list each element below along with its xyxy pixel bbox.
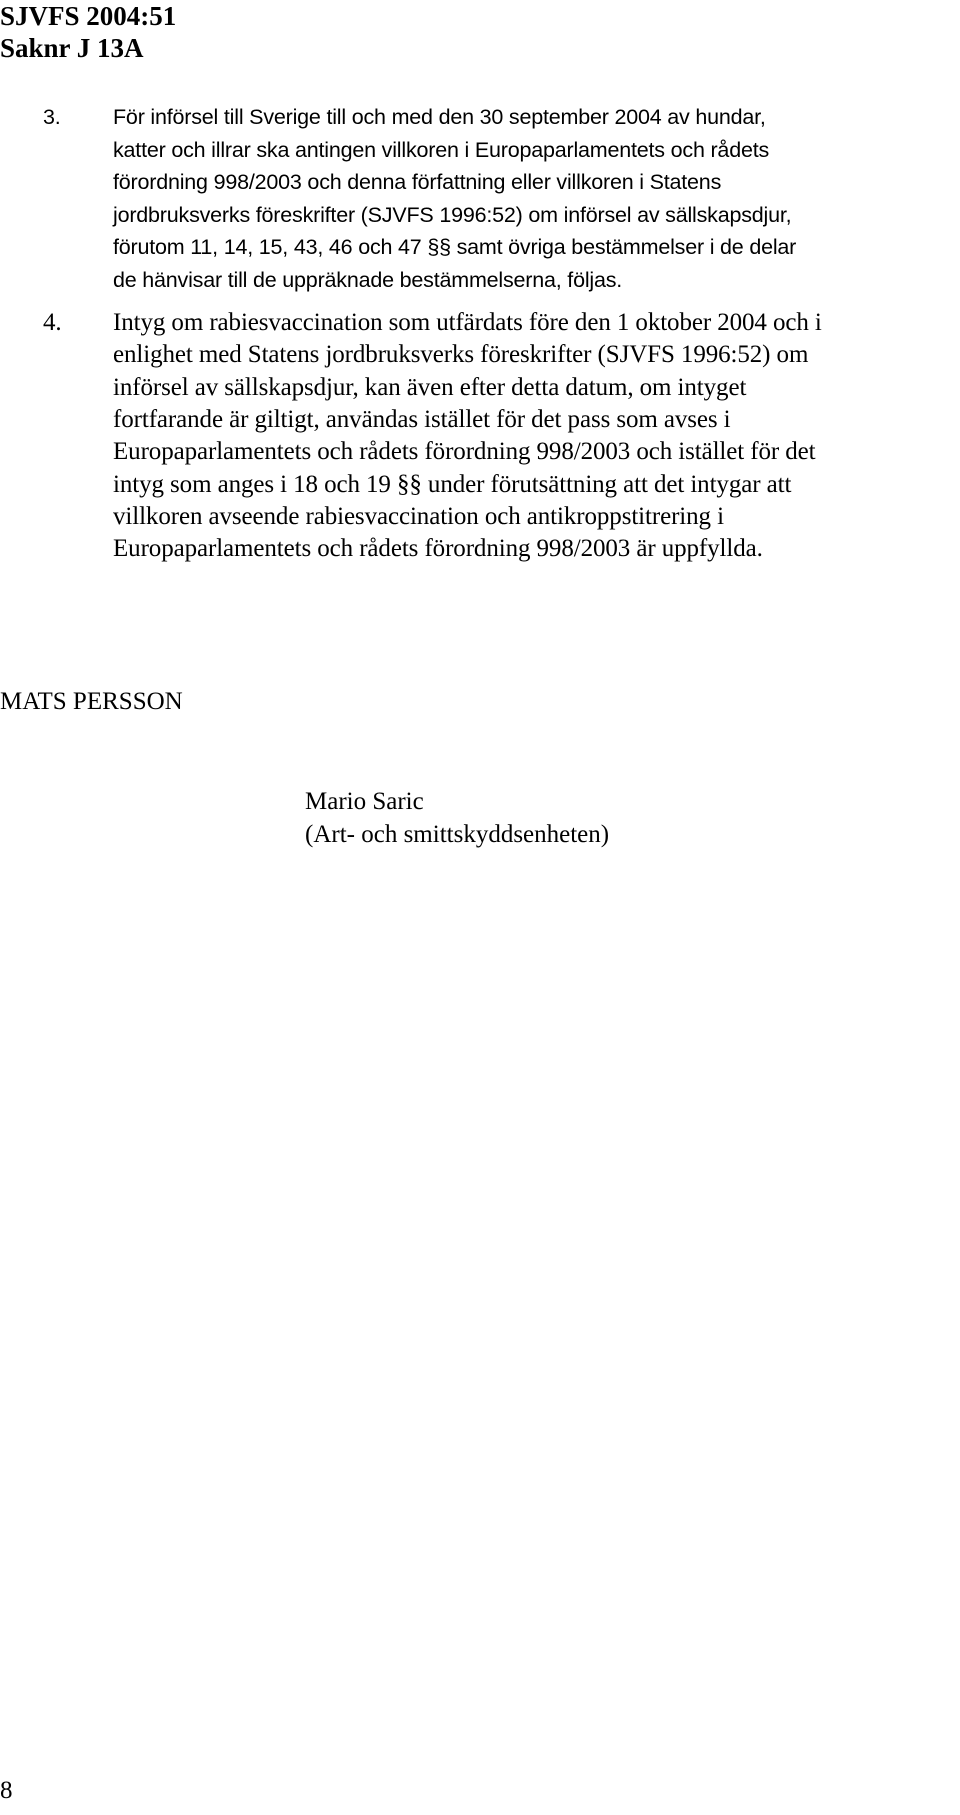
section-line: Europaparlamentets och rådets förordning 998/2003 är uppfyllda. [113,535,763,563]
section-line: katter och illrar ska antingen villkoren i Europaparlamentets och rådets [113,137,770,162]
section-line: Europaparlamentets och rådets förordning 998/2003 och istället för det [113,438,816,466]
section-line: de hänvisar till de uppräknade bestämmelserna, följas. [113,267,623,292]
section-number: 4. [43,309,62,336]
co-signatory [305,785,609,851]
document-header [0,0,176,64]
statute-number: SJVFS 2004:51 [0,1,177,31]
subject-code: Saknr J 13A [0,33,144,63]
section-line: fortfarande är giltigt, användas istället för det pass som avses i [113,405,731,433]
section-line: förutom 11, 14, 15, 43, 46 och 47 §§ samt övriga bestämmelser i de delar [113,235,797,259]
co-signatory-name: Mario Saric [305,788,424,815]
co-signatory-unit: (Art- och smittskyddsenheten) [305,821,610,848]
section-line: jordbruksverks föreskrifter (SJVFS 1996:52) om införsel av sällskapsdjur, [113,202,792,227]
section-line: införsel av sällskapsdjur, kan även efter detta datum, om intyget [113,373,747,401]
section-number: 3. [43,105,61,129]
section-line: intyg som anges i 18 och 19 §§ under förutsättning att det intygar att [113,470,792,498]
section-line: villkoren avseende rabiesvaccination och antikroppstitrering i [113,502,724,530]
section-line: enlighet med Statens jordbruksverks föreskrifter (SJVFS 1996:52) om [113,341,809,369]
section-line: För införsel till Sverige till och med den 30 september 2004 av hundar, [113,105,766,129]
page-number: 8 [0,1777,13,1804]
signatory-name: MATS PERSSON [0,688,183,715]
section-line: förordning 998/2003 och denna författning eller villkoren i Statens [113,170,722,194]
section-line: Intyg om rabiesvaccination som utfärdats före den 1 oktober 2004 och i [113,309,822,336]
